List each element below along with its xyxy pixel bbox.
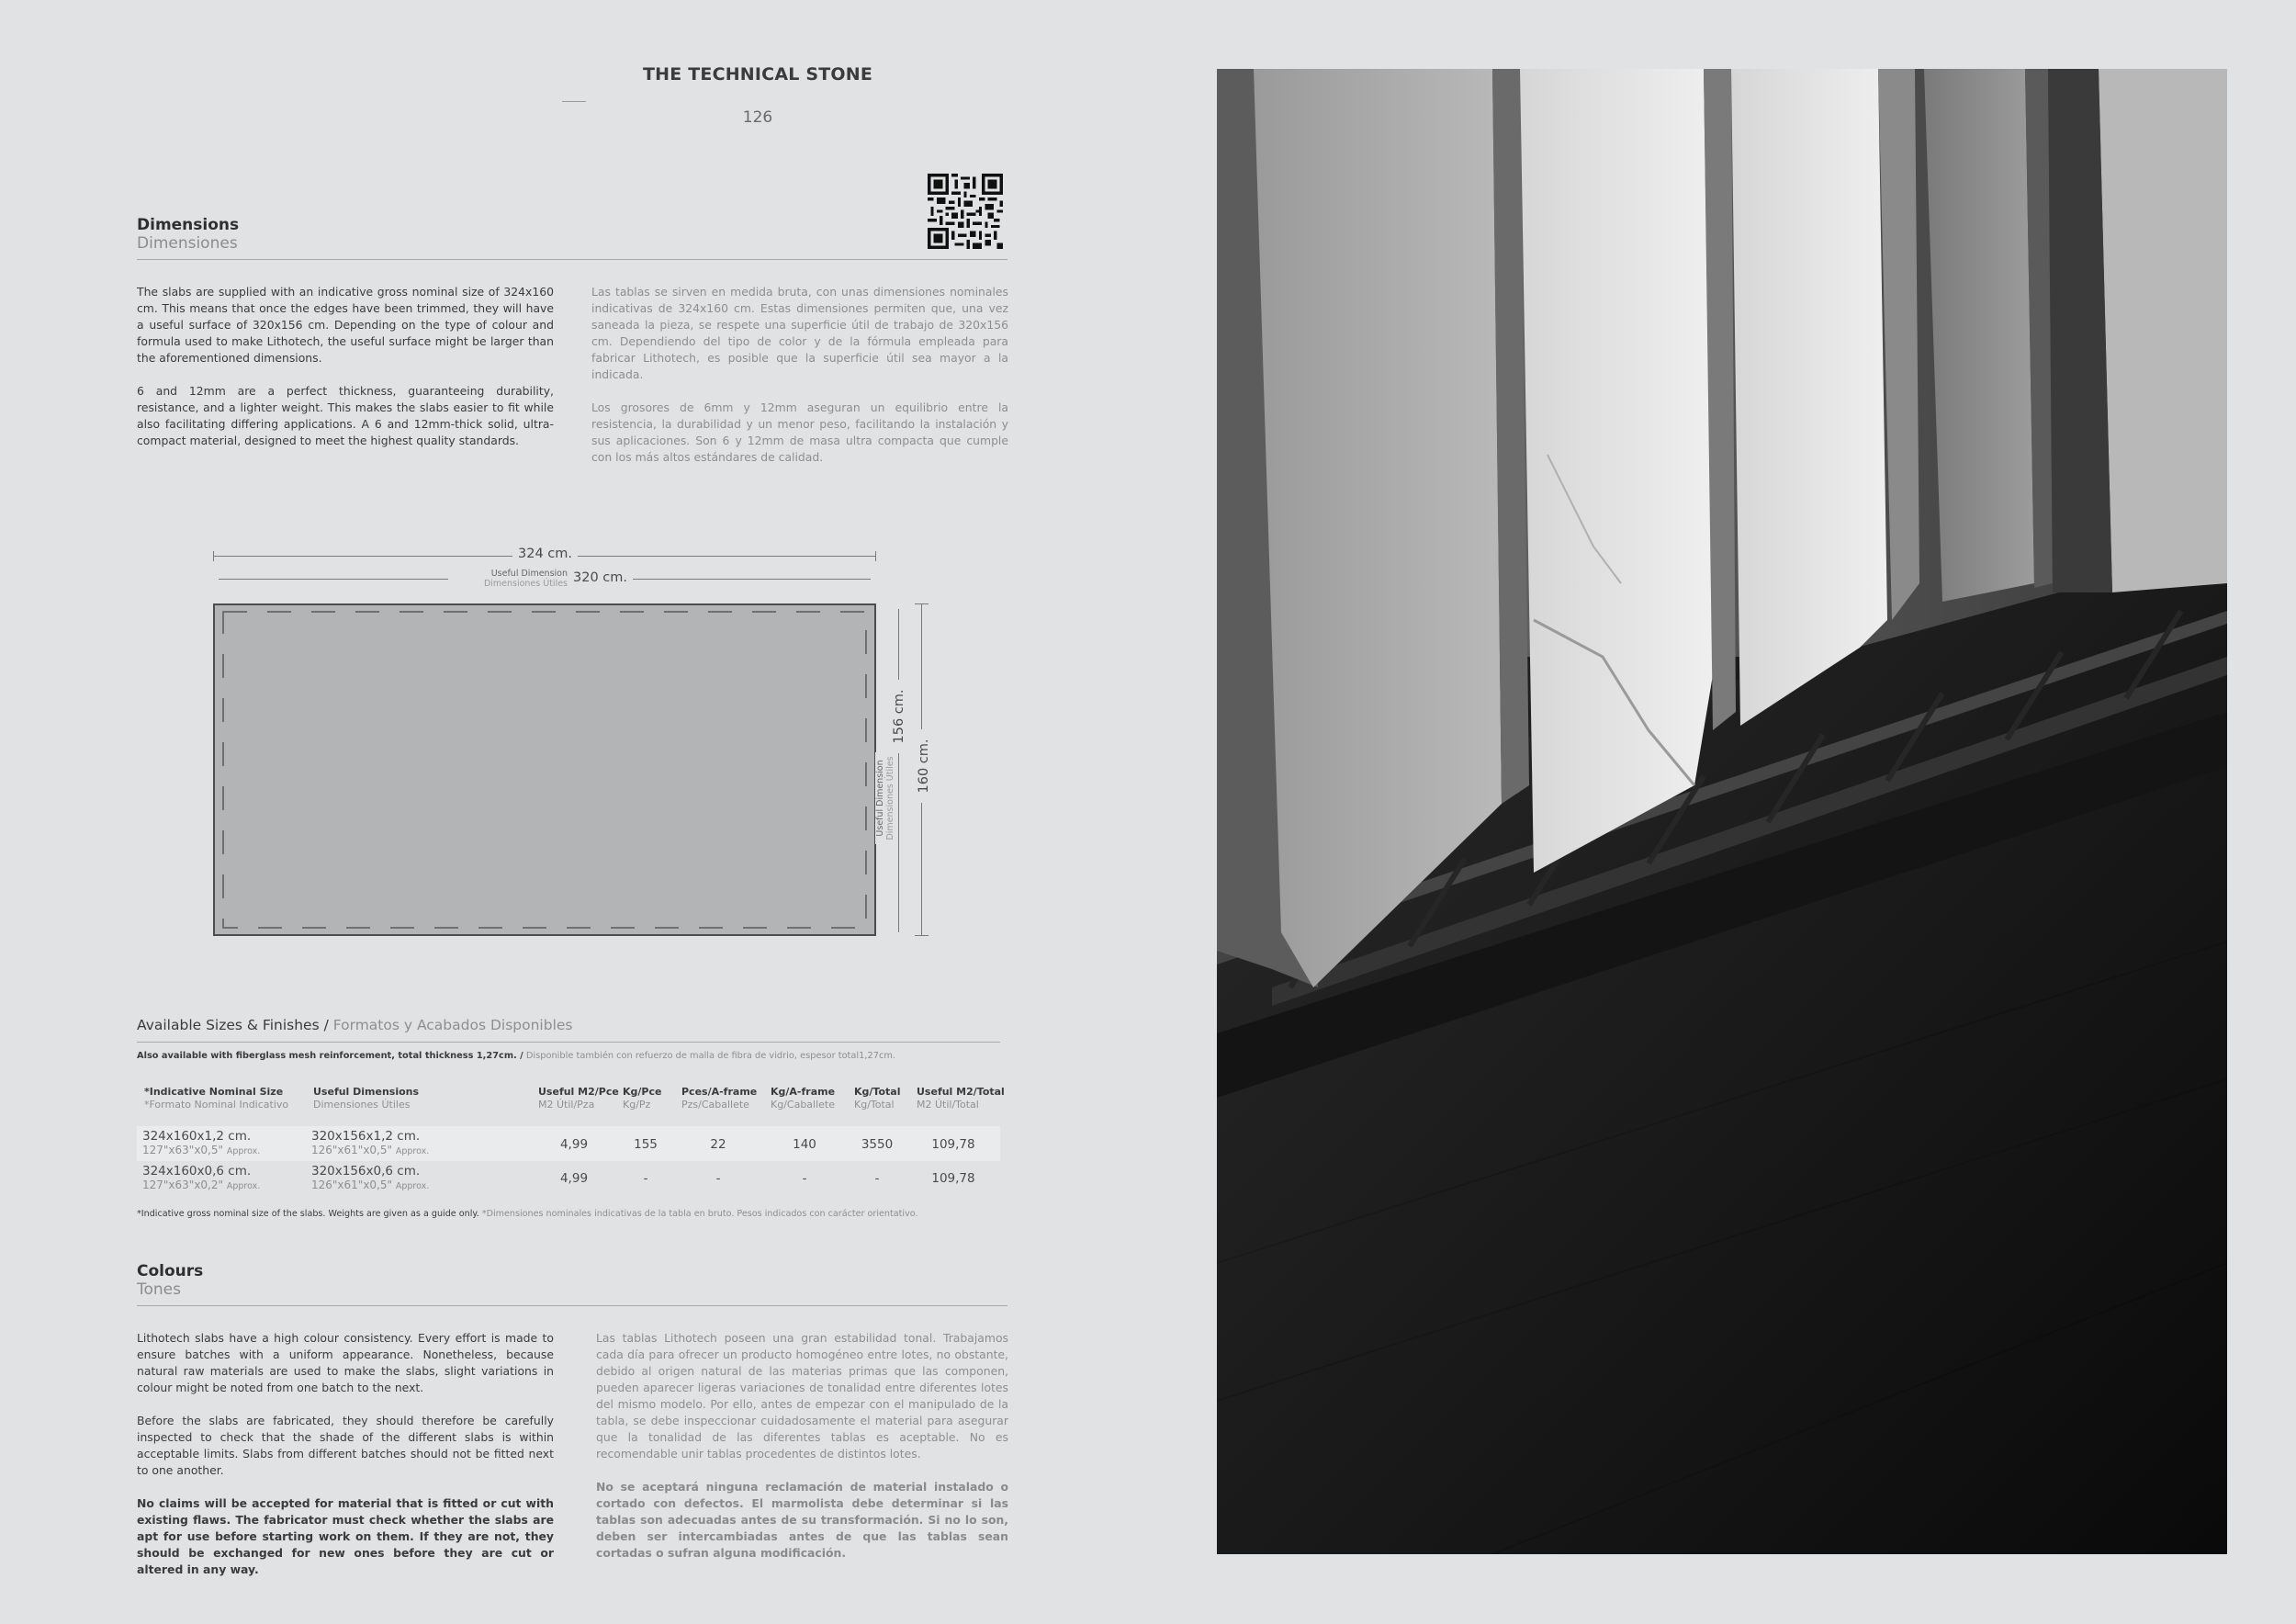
column-header <box>623 1086 661 1111</box>
colours-heading-es: Tones <box>137 1280 181 1299</box>
useful-width-label: 320 cm. <box>568 570 633 585</box>
column-header-en: Useful M2/Total <box>917 1086 1005 1098</box>
table-cell-useful <box>311 1165 429 1193</box>
paragraph: The slabs are supplied with an indicative gross nominal size of 324x160 cm. This means that once the edges have been trimmed, they will have a useful surface of 320x156 cm. Depending on the type of colour and formula used to make Lithotech, the useful surface might be larger than the aforementioned dimensions. <box>137 285 554 365</box>
column-header-en: Useful Dimensions <box>313 1086 420 1098</box>
approx-note: Approx. <box>395 1146 430 1156</box>
useful-label-en: Useful Dimension <box>875 760 885 837</box>
section-divider <box>137 1305 1007 1306</box>
section-divider <box>137 1042 1000 1043</box>
column-header-en: Kg/Pce <box>623 1086 662 1098</box>
paragraph: Before the slabs are fabricated, they should therefore be carefully inspected to check that the shade of the different slabs is within acceptable limits. Slabs from different batches should not be fitted next to one another. <box>137 1414 554 1477</box>
useful-dimension-label-vertical <box>875 752 895 844</box>
column-header-en: Useful M2/Pce <box>538 1086 619 1098</box>
gross-height-label: 160 cm. <box>917 729 931 803</box>
sizes-heading <box>137 1017 573 1033</box>
table-cell-useful <box>311 1130 429 1158</box>
cell-value-inches: 126"x61"x0,5" <box>311 1144 393 1156</box>
table-cell: 109,78 <box>931 1137 975 1152</box>
footnote-es: *Dimensiones nominales indicativas de la tabla en bruto. Pesos indicados con carácter orientativo. <box>481 1209 918 1219</box>
footnote-en: *Indicative gross nominal size of the slabs. Weights are given as a guide only. <box>137 1209 479 1219</box>
section-divider <box>137 259 1007 260</box>
column-header-en: Kg/A-frame <box>771 1086 836 1098</box>
useful-height-label: 156 cm. <box>892 680 906 753</box>
gross-width-label: 324 cm. <box>512 547 578 561</box>
column-header-en: *Indicative Nominal Size <box>144 1086 284 1098</box>
column-header <box>313 1086 419 1111</box>
column-header-es: Kg/Total <box>854 1099 895 1111</box>
cell-value-inches: 126"x61"x0,5" <box>311 1179 393 1191</box>
paragraph: 6 and 12mm are a perfect thickness, guaranteeing durability, resistance, and a lighter weight. This makes the slabs easier to fit while also facilitating differing applications. A 6 and 12mm-thick solid, ultra-compact material, designed to meet the highest quality standards. <box>137 384 554 447</box>
cell-value: 324x160x0,6 cm. <box>142 1164 252 1179</box>
useful-label-es: Dimensiones Útiles <box>885 756 895 840</box>
useful-label-es: Dimensiones Útiles <box>483 579 568 589</box>
dimension-tick <box>875 551 876 561</box>
paragraph-bold: No se aceptará ninguna reclamación de material instalado o cortado con defectos. El marmolista debe determinar si las tablas son adecuadas antes de su transformación. Si no lo son, deben ser intercambiadas antes de que las tablas sean cortadas o sufran alguna modificación. <box>596 1480 1008 1560</box>
table-cell: 4,99 <box>559 1171 589 1186</box>
paragraph-bold: No claims will be accepted for material that is fitted or cut with existing flaws. The fabricator must check whether the slabs are apt for use before starting work on them. If they are not, they should be exchanged for new ones before they are cut or altered in any way. <box>137 1496 554 1576</box>
column-header-en: Pces/A-frame <box>681 1086 758 1098</box>
column-header-en: Kg/Total <box>854 1086 901 1098</box>
cell-value: 324x160x1,2 cm. <box>142 1129 252 1144</box>
useful-height-line <box>898 609 899 932</box>
approx-note: Approx. <box>226 1181 261 1191</box>
colours-text-es <box>596 1330 1008 1578</box>
useful-width-dimension <box>219 568 871 592</box>
dimensions-text-es <box>591 284 1008 482</box>
cell-value-inches: 127"x63"x0,2" <box>142 1179 224 1191</box>
paragraph: Lithotech slabs have a high colour consistency. Every effort is made to ensure batches with a uniform appearance. Nonetheless, because natural raw materials are used to make the slabs, slight variations in colour might be noted from one batch to the next. <box>137 1331 554 1394</box>
dimensions-text-en <box>137 284 554 466</box>
table-cell: - <box>715 1171 721 1186</box>
cell-value: 320x156x1,2 cm. <box>311 1129 421 1144</box>
dimension-tick <box>915 603 929 604</box>
mesh-note-en: Also available with fiberglass mesh reinforcement, total thickness 1,27cm. / <box>137 1051 523 1061</box>
dimensions-heading: Dimensions <box>137 216 240 234</box>
column-header <box>917 1086 1005 1111</box>
paragraph: Las tablas se sirven en medida bruta, con unas dimensiones nominales indicativas de 324x160 cm. Estas dimensiones permiten que, una vez saneada la pieza, se respete una superficie útil de trabajo de 320x156 cm. Dependiendo del tipo de color y de la fórmula empleada para fabricar Lithotech, es posible que la superficie útil sea mayor a la indicada. <box>591 285 1008 381</box>
column-header <box>854 1086 900 1111</box>
colours-heading: Colours <box>137 1262 204 1280</box>
useful-label-en: Useful Dimension <box>490 569 568 579</box>
table-cell: - <box>874 1171 880 1186</box>
column-header-es: M2 Útil/Pza <box>538 1099 595 1111</box>
paragraph: Los grosores de 6mm y 12mm aseguran un equilibrio entre la resistencia, la durabilidad y un menor peso, facilitando la instalación y sus aplicaciones. Son 6 y 12mm de masa ultra compacta que cumple con los más altos estándares de calidad. <box>591 400 1008 464</box>
dimension-tick <box>213 551 214 561</box>
mesh-note-es: Disponible también con refuerzo de malla de fibra de vidrio, espesor total1,27cm. <box>525 1051 895 1061</box>
table-cell-nominal <box>142 1165 260 1193</box>
table-cell: 140 <box>793 1137 816 1152</box>
column-header <box>681 1086 757 1111</box>
column-header <box>144 1086 288 1111</box>
title-divider <box>562 101 586 102</box>
table-cell: 3550 <box>861 1137 894 1152</box>
page-number: 126 <box>742 108 773 127</box>
table-footnote <box>137 1209 918 1219</box>
useful-area-outline <box>222 611 867 929</box>
approx-note: Approx. <box>395 1181 430 1191</box>
qr-code-icon[interactable] <box>928 174 1003 249</box>
slab-rack-photo <box>1217 69 2227 1554</box>
column-header <box>538 1086 619 1111</box>
slab-diagram <box>213 603 876 936</box>
table-cell: 4,99 <box>559 1137 589 1152</box>
table-cell: - <box>802 1171 807 1186</box>
gross-width-dimension <box>213 546 876 564</box>
cell-value-inches: 127"x63"x0,5" <box>142 1144 224 1156</box>
colours-text-en <box>137 1330 554 1595</box>
table-cell: 22 <box>710 1137 726 1152</box>
photo-illustration <box>1217 69 2227 1554</box>
useful-dimension-label <box>448 569 573 589</box>
column-header-es: Kg/Caballete <box>771 1099 836 1111</box>
page-title: THE TECHNICAL STONE <box>642 64 873 85</box>
column-header-es: Pzs/Caballete <box>681 1099 749 1111</box>
column-header-es: M2 Útil/Total <box>917 1099 979 1111</box>
sizes-heading-es: Formatos y Acabados Disponibles <box>332 1017 573 1033</box>
column-header-es: Dimensiones Útiles <box>313 1099 411 1111</box>
dimension-tick <box>915 935 929 936</box>
column-header-es: *Formato Nominal Indicativo <box>144 1099 289 1111</box>
mesh-note <box>137 1051 895 1061</box>
table-cell: 109,78 <box>931 1171 975 1186</box>
table-cell: 155 <box>634 1137 658 1152</box>
approx-note: Approx. <box>226 1146 261 1156</box>
dimensions-heading-es: Dimensiones <box>137 234 238 253</box>
column-header <box>771 1086 835 1111</box>
column-header-es: Kg/Pz <box>623 1099 651 1111</box>
table-cell: - <box>643 1171 648 1186</box>
paragraph: Las tablas Lithotech poseen una gran estabilidad tonal. Trabajamos cada día para ofrecer un producto homogéneo entre lotes, no obstante, debido al origen natural de las materias primas que las componen, pueden aparecer ligeras variaciones de tonalidad entre diferentes lotes del mismo modelo. Por ello, antes de empezar con el manipulado de la tabla, se debe inspeccionar cuidadosamente el material para asegurar que la tonalidad de las diferentes tablas es aceptable. No es recomendable unir tablas procedentes de distintos lotes. <box>596 1331 1008 1460</box>
sizes-heading-en: Available Sizes & Finishes / <box>137 1017 329 1033</box>
table-cell-nominal <box>142 1130 260 1158</box>
cell-value: 320x156x0,6 cm. <box>311 1164 421 1179</box>
